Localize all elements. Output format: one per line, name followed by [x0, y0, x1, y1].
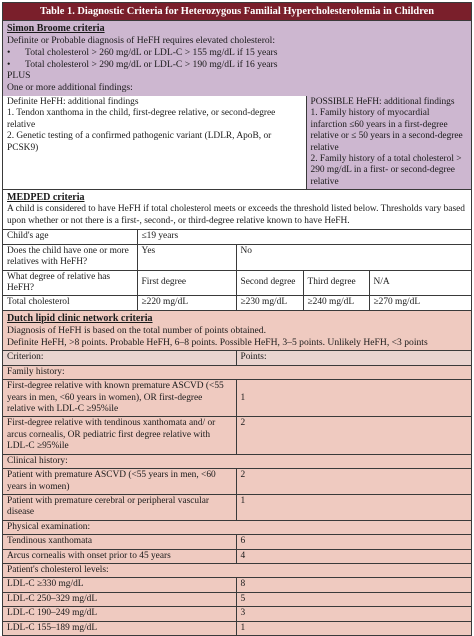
clinical-row-1-criterion: Patient with premature ASCVD (<55 years in men, <60 years in women)	[3, 469, 236, 495]
simon-broome-section	[3, 21, 471, 96]
medped-table	[3, 229, 471, 310]
clinical-row-2-points: 1	[236, 494, 471, 520]
ldl-row-4-points: 1	[236, 621, 471, 635]
family-row-1-criterion: First-degree relative with known premature ASCVD (<55 years in men, <60 years in women), OR first-degree relative with LDL-C ≥95%ile	[3, 380, 236, 417]
dutch-section	[3, 311, 471, 351]
relatives-label: Does the child have one or more relatives with HeFH?	[3, 244, 137, 270]
clinical-history-heading: Clinical history:	[3, 454, 471, 468]
simon-plus: PLUS	[7, 70, 31, 82]
physical-row-2-criterion: Arcus cornealis with onset prior to 45 years	[3, 549, 236, 563]
simon-broome-heading: Simon Broome criteria	[7, 23, 105, 34]
degree-second: Second degree	[236, 270, 303, 296]
points-header: Points:	[236, 351, 471, 365]
definite-item-1: 1. Tendon xanthoma in the child, first-degree relative, or second-degree relative	[7, 108, 276, 130]
criterion-header: Criterion:	[3, 351, 236, 365]
degree-first: First degree	[137, 270, 236, 296]
possible-findings-cell	[306, 96, 471, 190]
family-history-heading: Family history:	[3, 365, 471, 379]
ldl-row-1-criterion: LDL-C ≥330 mg/dL	[3, 578, 236, 592]
age-label: Child's age	[3, 230, 137, 244]
dutch-heading: Dutch lipid clinic network criteria	[7, 312, 153, 324]
physical-row-1-points: 6	[236, 535, 471, 549]
simon-intro: Definite or Probable diagnosis of HeFH requires elevated cholesterol:	[7, 35, 276, 46]
tc-second: ≥230 mg/dL	[236, 296, 303, 310]
simon-findings-table	[3, 96, 471, 190]
ldl-row-2-points: 5	[236, 592, 471, 606]
bullet-icon: •	[7, 58, 11, 70]
age-value: ≤19 years	[137, 230, 471, 244]
possible-item-1: 1. Family history of myocardial infarction ≤60 years in a first-degree relative or ≤ 50 years in a second-degree relative	[310, 108, 463, 153]
dutch-line-2: Definite HeFH, >8 points. Probable HeFH, 6–8 points. Possible HeFH, 3–5 points. Unlikely HeFH, <3 points	[7, 336, 428, 348]
tc-third: ≥240 mg/dL	[303, 296, 369, 310]
degree-na: N/A	[369, 270, 471, 296]
degree-label: What degree of relative has HeFH?	[3, 270, 137, 296]
degree-third: Third degree	[303, 270, 369, 296]
family-row-1-points: 1	[236, 380, 471, 417]
tc-na: ≥270 mg/dL	[369, 296, 471, 310]
physical-row-1-criterion: Tendinous xanthomata	[3, 535, 236, 549]
physical-exam-heading: Physical examination:	[3, 520, 471, 534]
ldl-row-1-points: 8	[236, 578, 471, 592]
physical-row-2-points: 4	[236, 549, 471, 563]
ldl-row-2-criterion: LDL-C 250–329 mg/dL	[3, 592, 236, 606]
simon-bullet-1: • Total cholesterol > 260 mg/dL or LDL-C > 155 mg/dL if 15 years	[7, 46, 278, 58]
possible-heading: POSSIBLE HeFH: additional findings	[310, 96, 455, 107]
relatives-no: No	[236, 244, 471, 270]
definite-item-2: 2. Genetic testing of a confirmed pathogenic variant (LDLR, ApoB, or PCSK9)	[7, 131, 272, 153]
dutch-table	[3, 350, 471, 635]
medped-intro: A child is considered to have HeFH if total cholesterol meets or exceeds the threshold listed below. Thresholds vary based upon whether or not there is a first-, second-, or third-degree relative known to have HeFH.	[7, 204, 465, 226]
relatives-yes: Yes	[137, 244, 236, 270]
ldl-row-3-criterion: LDL-C 190–249 mg/dL	[3, 607, 236, 621]
tc-label: Total cholesterol	[3, 296, 137, 310]
possible-item-2: 2. Family history of a total cholesterol > 290 mg/dL in a first- or second-degree relative	[310, 154, 462, 187]
simon-additional: One or more additional findings:	[7, 82, 133, 94]
simon-bullet-2: • Total cholesterol > 290 mg/dL or LDL-C > 190 mg/dL if 16 years	[7, 58, 278, 70]
definite-heading: Definite HeFH: additional findings	[7, 96, 139, 107]
definite-findings-cell	[3, 96, 306, 190]
ldl-row-4-criterion: LDL-C 155–189 mg/dL	[3, 621, 236, 635]
clinical-row-2-criterion: Patient with premature cerebral or peripheral vascular disease	[3, 494, 236, 520]
medped-heading: MEDPED criteria	[7, 192, 85, 204]
bullet-icon: •	[7, 46, 11, 58]
ldl-row-3-points: 3	[236, 607, 471, 621]
medped-section	[3, 190, 471, 229]
family-row-2-points: 2	[236, 417, 471, 454]
criteria-table	[2, 2, 472, 636]
family-row-2-criterion: First-degree relative with tendinous xanthomata and/ or arcus cornealis, OR pediatric first degree relative with LDL-C ≥95%ile	[3, 417, 236, 454]
tc-first: ≥220 mg/dL	[137, 296, 236, 310]
cholesterol-levels-heading: Patient's cholesterol levels:	[3, 563, 471, 577]
table-title: Table 1. Diagnostic Criteria for Heterozygous Familial Hypercholesterolemia in Children	[3, 3, 471, 21]
dutch-line-1: Diagnosis of HeFH is based on the total number of points obtained.	[7, 324, 266, 336]
clinical-row-1-points: 2	[236, 469, 471, 495]
